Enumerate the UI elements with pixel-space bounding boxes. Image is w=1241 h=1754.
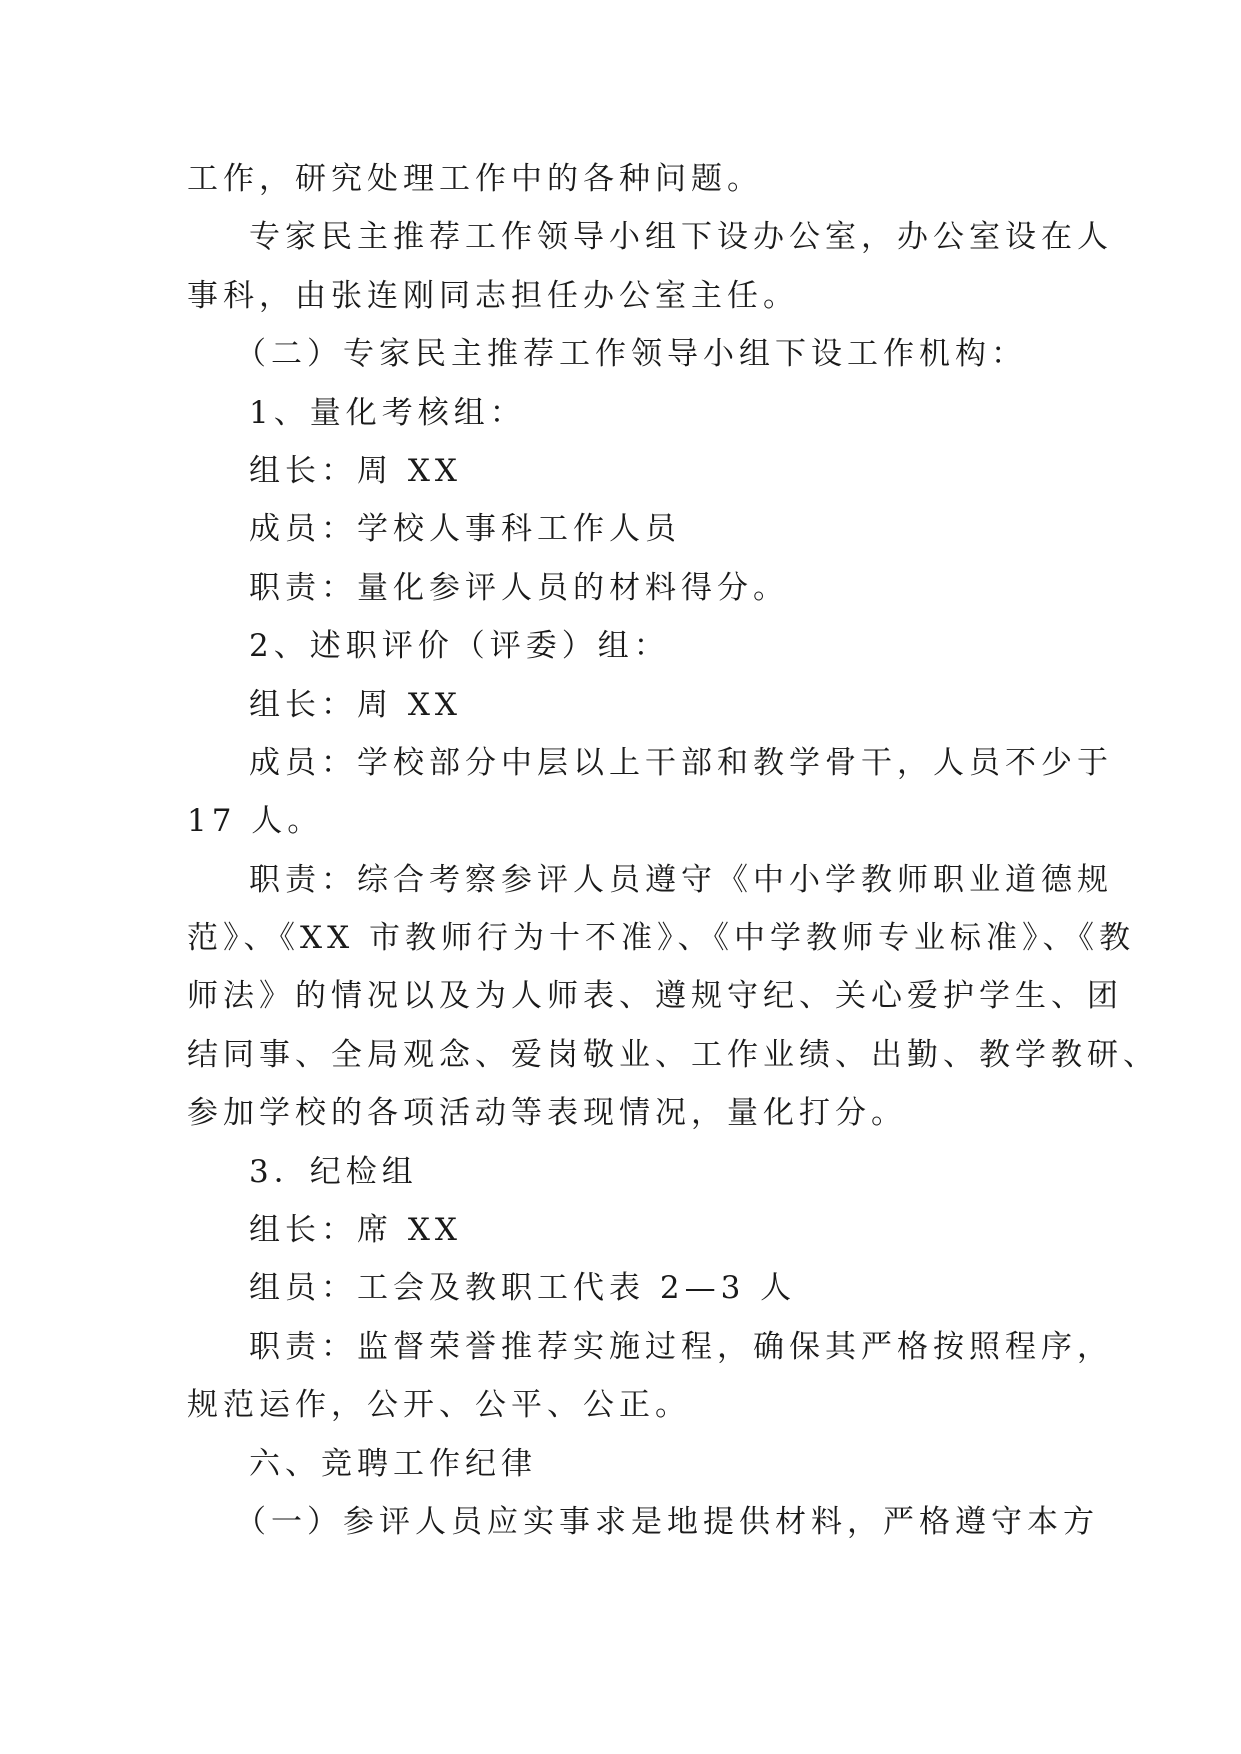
subsection-heading: 3．纪检组 <box>249 1153 418 1190</box>
paragraph-line: 组长：周 XX <box>249 686 462 723</box>
paragraph-line: 工作，研究处理工作中的各种问题。 <box>187 161 763 197</box>
paragraph-line: 范》、《XX 市教师行为十不准》、《中学教师专业标准》、《教 <box>187 920 1135 957</box>
paragraph-line: 事科，由张连刚同志担任办公室主任。 <box>187 277 799 314</box>
paragraph-line: 职责：监督荣誉推荐实施过程，确保其严格按照程序， <box>249 1328 1113 1365</box>
paragraph-line: （一）参评人员应实事求是地提供材料，严格遵守本方 <box>235 1503 1099 1540</box>
paragraph-line: 规范运作，公开、公平、公正。 <box>187 1387 691 1424</box>
subsection-heading: 2、述职评价（评委）组： <box>249 628 670 665</box>
paragraph-line: 职责：综合考察参评人员遵守《中小学教师职业道德规 <box>249 861 1113 898</box>
paragraph-line: 组长：席 XX <box>249 1212 462 1249</box>
paragraph-line: 专家民主推荐工作领导小组下设办公室，办公室设在人 <box>249 219 1113 256</box>
paragraph-line: 成员：学校部分中层以上干部和教学骨干，人员不少于 <box>249 744 1113 781</box>
paragraph-line: 参加学校的各项活动等表现情况，量化打分。 <box>187 1095 907 1132</box>
paragraph-line: 组员：工会及教职工代表 2—3 人 <box>249 1270 797 1307</box>
section-heading: 六、竞聘工作纪律 <box>249 1445 537 1482</box>
document-body <box>187 150 1159 1551</box>
paragraph-line: 结同事、全局观念、爱岗敬业、工作业绩、出勤、教学教研、 <box>187 1036 1159 1073</box>
paragraph-line: 组长：周 XX <box>249 452 462 489</box>
paragraph-line: 成员：学校人事科工作人员 <box>249 511 681 548</box>
paragraph-line: 师法》的情况以及为人师表、遵规守纪、关心爱护学生、团 <box>187 978 1123 1015</box>
subsection-heading: 1、量化考核组： <box>249 394 526 431</box>
paragraph-line: 17 人。 <box>187 803 324 840</box>
paragraph-line: 职责：量化参评人员的材料得分。 <box>249 569 789 606</box>
section-heading: （二）专家民主推荐工作领导小组下设工作机构： <box>235 336 1027 373</box>
